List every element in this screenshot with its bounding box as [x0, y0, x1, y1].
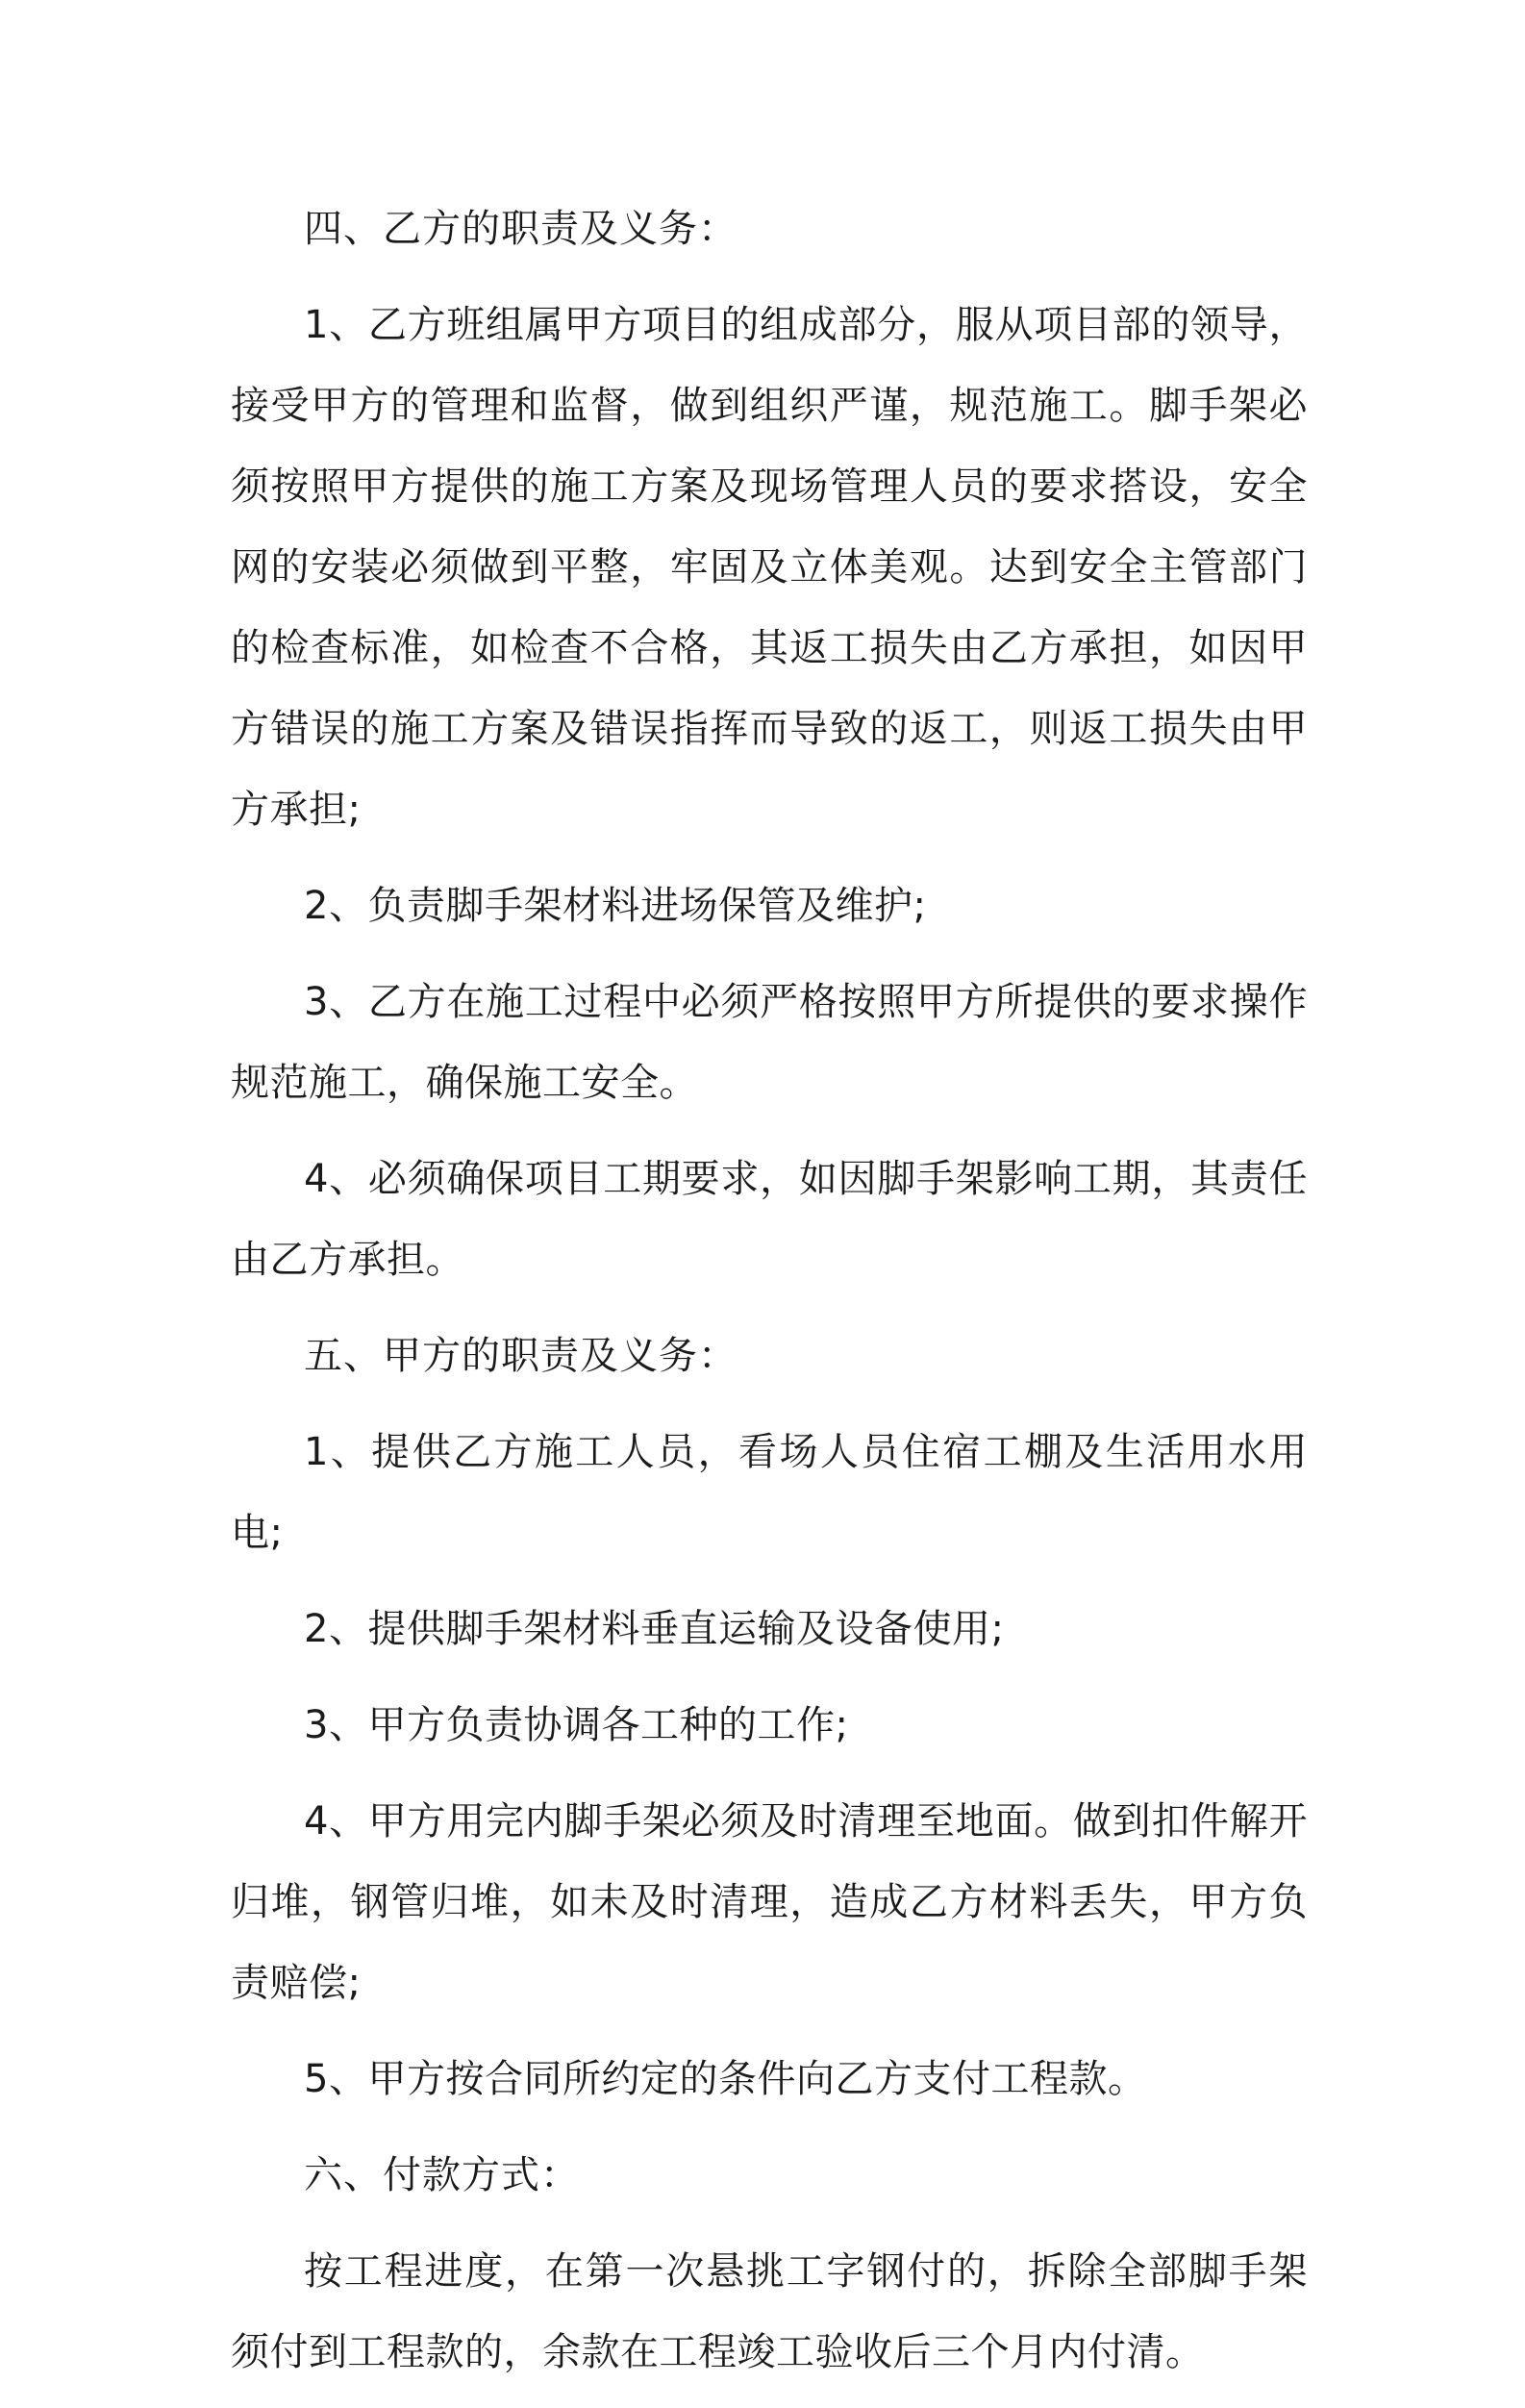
- payment-clause: 按工程进度，在第一次悬挑工字钢付的，拆除全部脚手架须付到工程款的，余款在工程竣工验收后三个月内付清。: [231, 2249, 1308, 2374]
- party-a-clause-1: 1、提供乙方施工人员，看场人员住宿工棚及生活用水用电;: [231, 1430, 1308, 1555]
- section-heading-payment-method: 六、付款方式：: [304, 2153, 580, 2197]
- party-a-clause-5: 5、甲方按合同所约定的条件向乙方支付工程款。: [304, 2057, 1147, 2101]
- document-body: [231, 188, 1308, 2408]
- party-b-clause-3: 3、乙方在施工过程中必须严格按照甲方所提供的要求操作规范施工，确保施工安全。: [231, 980, 1308, 1105]
- party-b-clause-4: 4、必须确保项目工期要求，如因脚手架影响工期，其责任由乙方承担。: [231, 1157, 1308, 1282]
- section-heading-party-b-duties: 四、乙方的职责及义务：: [304, 207, 738, 251]
- party-a-clause-3: 3、甲方负责协调各工种的工作;: [304, 1703, 849, 1747]
- section-heading-party-a-duties: 五、甲方的职责及义务：: [304, 1334, 738, 1378]
- party-b-clause-2: 2、负责脚手架材料进场保管及维护;: [304, 884, 927, 928]
- party-a-clause-4: 4、甲方用完内脚手架必须及时清理至地面。做到扣件解开归堆，钢管归堆，如未及时清理，造成乙方材料丢失，甲方负责赔偿;: [231, 1799, 1308, 2005]
- party-a-clause-2: 2、提供脚手架材料垂直运输及设备使用;: [304, 1607, 1005, 1651]
- party-b-clause-1: 1、乙方班组属甲方项目的组成部分，服从项目部的领导，接受甲方的管理和监督，做到组织严谨，规范施工。脚手架必须按照甲方提供的施工方案及现场管理人员的要求搭设，安全网的安装必须做到平整，牢固及立体美观。达到安全主管部门的检查标准，如检查不合格，其返工损失由乙方承担，如因甲方错误的施工方案及错误指挥而导致的返工，则返工损失由甲方承担;: [231, 303, 1308, 832]
